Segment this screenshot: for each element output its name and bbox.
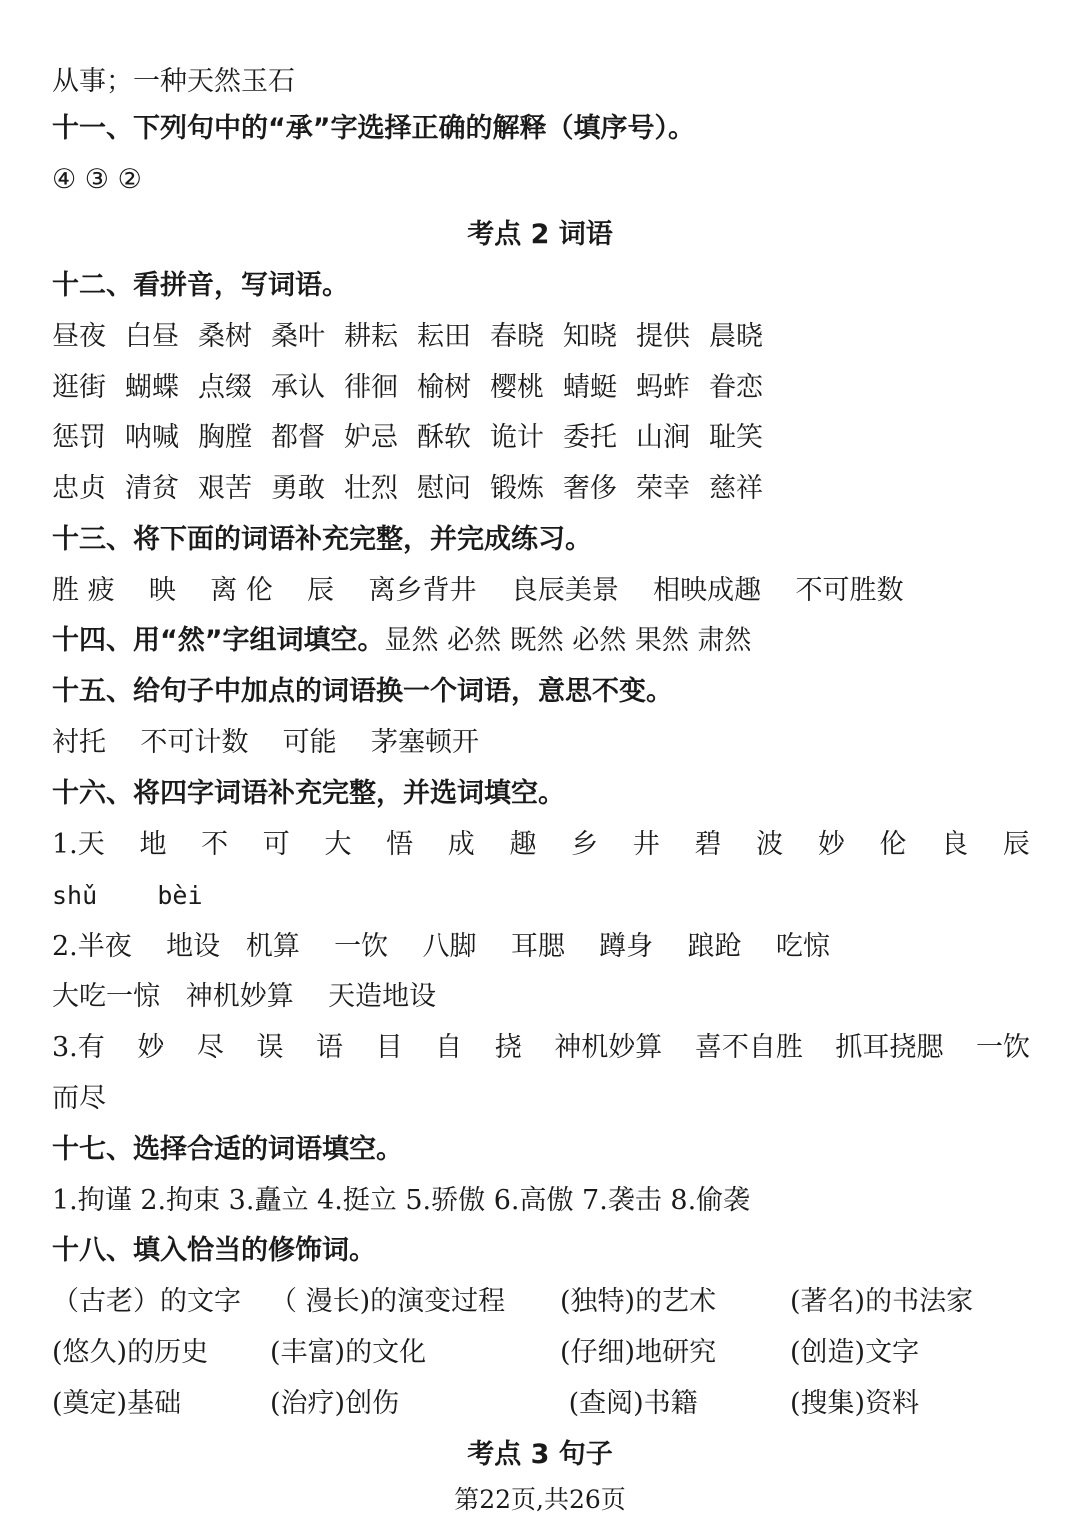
question-heading-11: 十一、下列句中的“承”字选择正确的解释（填序号）。 [52,113,695,144]
answer-line-13: 胜 疲 映 离 伦 辰 离乡背井 良辰美景 相映成趣 不可胜数 [52,575,904,606]
question-heading-15: 十五、给句子中加点的词语换一个词语，意思不变。 [52,676,673,707]
answer-line-17: 1.拘谨 2.拘束 3.矗立 4.挺立 5.骄傲 6.高傲 7.袭击 8.偷袭 [52,1185,751,1216]
answer-line-15: 衬托 不可计数 可能 茅塞顿开 [52,727,479,758]
answer-14: 显然 必然 既然 必然 果然 肃然 [384,625,752,656]
question-heading-12: 十二、看拼音，写词语。 [52,270,349,301]
answer-line-16-5: 而尽 [52,1083,106,1114]
modifier-row: (奠定)基础 (治疗)创伤 (查阅)书籍 (搜集)资料 [52,1388,920,1419]
question-heading-16: 十六、将四字词语补充完整，并选词填空。 [52,778,565,809]
word-row: 忠贞 清贫 艰苦 勇敢 壮烈 慰问 锻炼 奢侈 荣幸 慈祥 [52,473,763,504]
section-title-kaodian-2: 考点 2 词语 [467,219,613,250]
section-title-kaodian-3: 考点 3 句子 [467,1439,613,1470]
answer-line-16-4: 3.有 妙 尽 误 语 目 自 挠 神机妙算 喜不自胜 抓耳挠腮 一饮 [52,1032,1030,1063]
modifier-row: (悠久)的历史 (丰富)的文化 (仔细)地研究 (创造)文字 [52,1337,920,1368]
pinyin-line: shǔ bèi [52,881,203,910]
word-row: 逛街 蝴蝶 点缀 承认 徘徊 榆树 樱桃 蜻蜓 蚂蚱 眷恋 [52,372,763,403]
answer-line-11: ④ ③ ② [52,164,142,195]
answer-line: 从事；一种天然玉石 [52,66,295,97]
page-number: 第22页,共26页 [454,1485,626,1514]
question-heading-17: 十七、选择合适的词语填空。 [52,1134,403,1165]
answer-line-16-3: 大吃一惊 神机妙算 天造地设 [52,981,437,1012]
word-row: 惩罚 呐喊 胸膛 都督 妒忌 酥软 诡计 委托 山涧 耻笑 [52,422,763,453]
question-heading-14: 十四、用“然”字组词填空。 [52,625,385,656]
word-row: 昼夜 白昼 桑树 桑叶 耕耘 耘田 春晓 知晓 提供 晨晓 [52,321,763,352]
modifier-row: （古老）的文字 （ 漫长)的演变过程 (独特)的艺术 (著名)的书法家 [52,1286,974,1317]
question-heading-18: 十八、填入恰当的修饰词。 [52,1235,376,1266]
answer-line-16-2: 2.半夜 地设 机算 一饮 八脚 耳腮 蹲身 踉跄 吃惊 [52,931,830,962]
question-heading-13: 十三、将下面的词语补充完整，并完成练习。 [52,524,592,555]
question-line-14 [52,616,1040,666]
answer-line-16-1: 1.天 地 不 可 大 悟 成 趣 乡 井 碧 波 妙 伦 良 辰 [52,829,1030,860]
